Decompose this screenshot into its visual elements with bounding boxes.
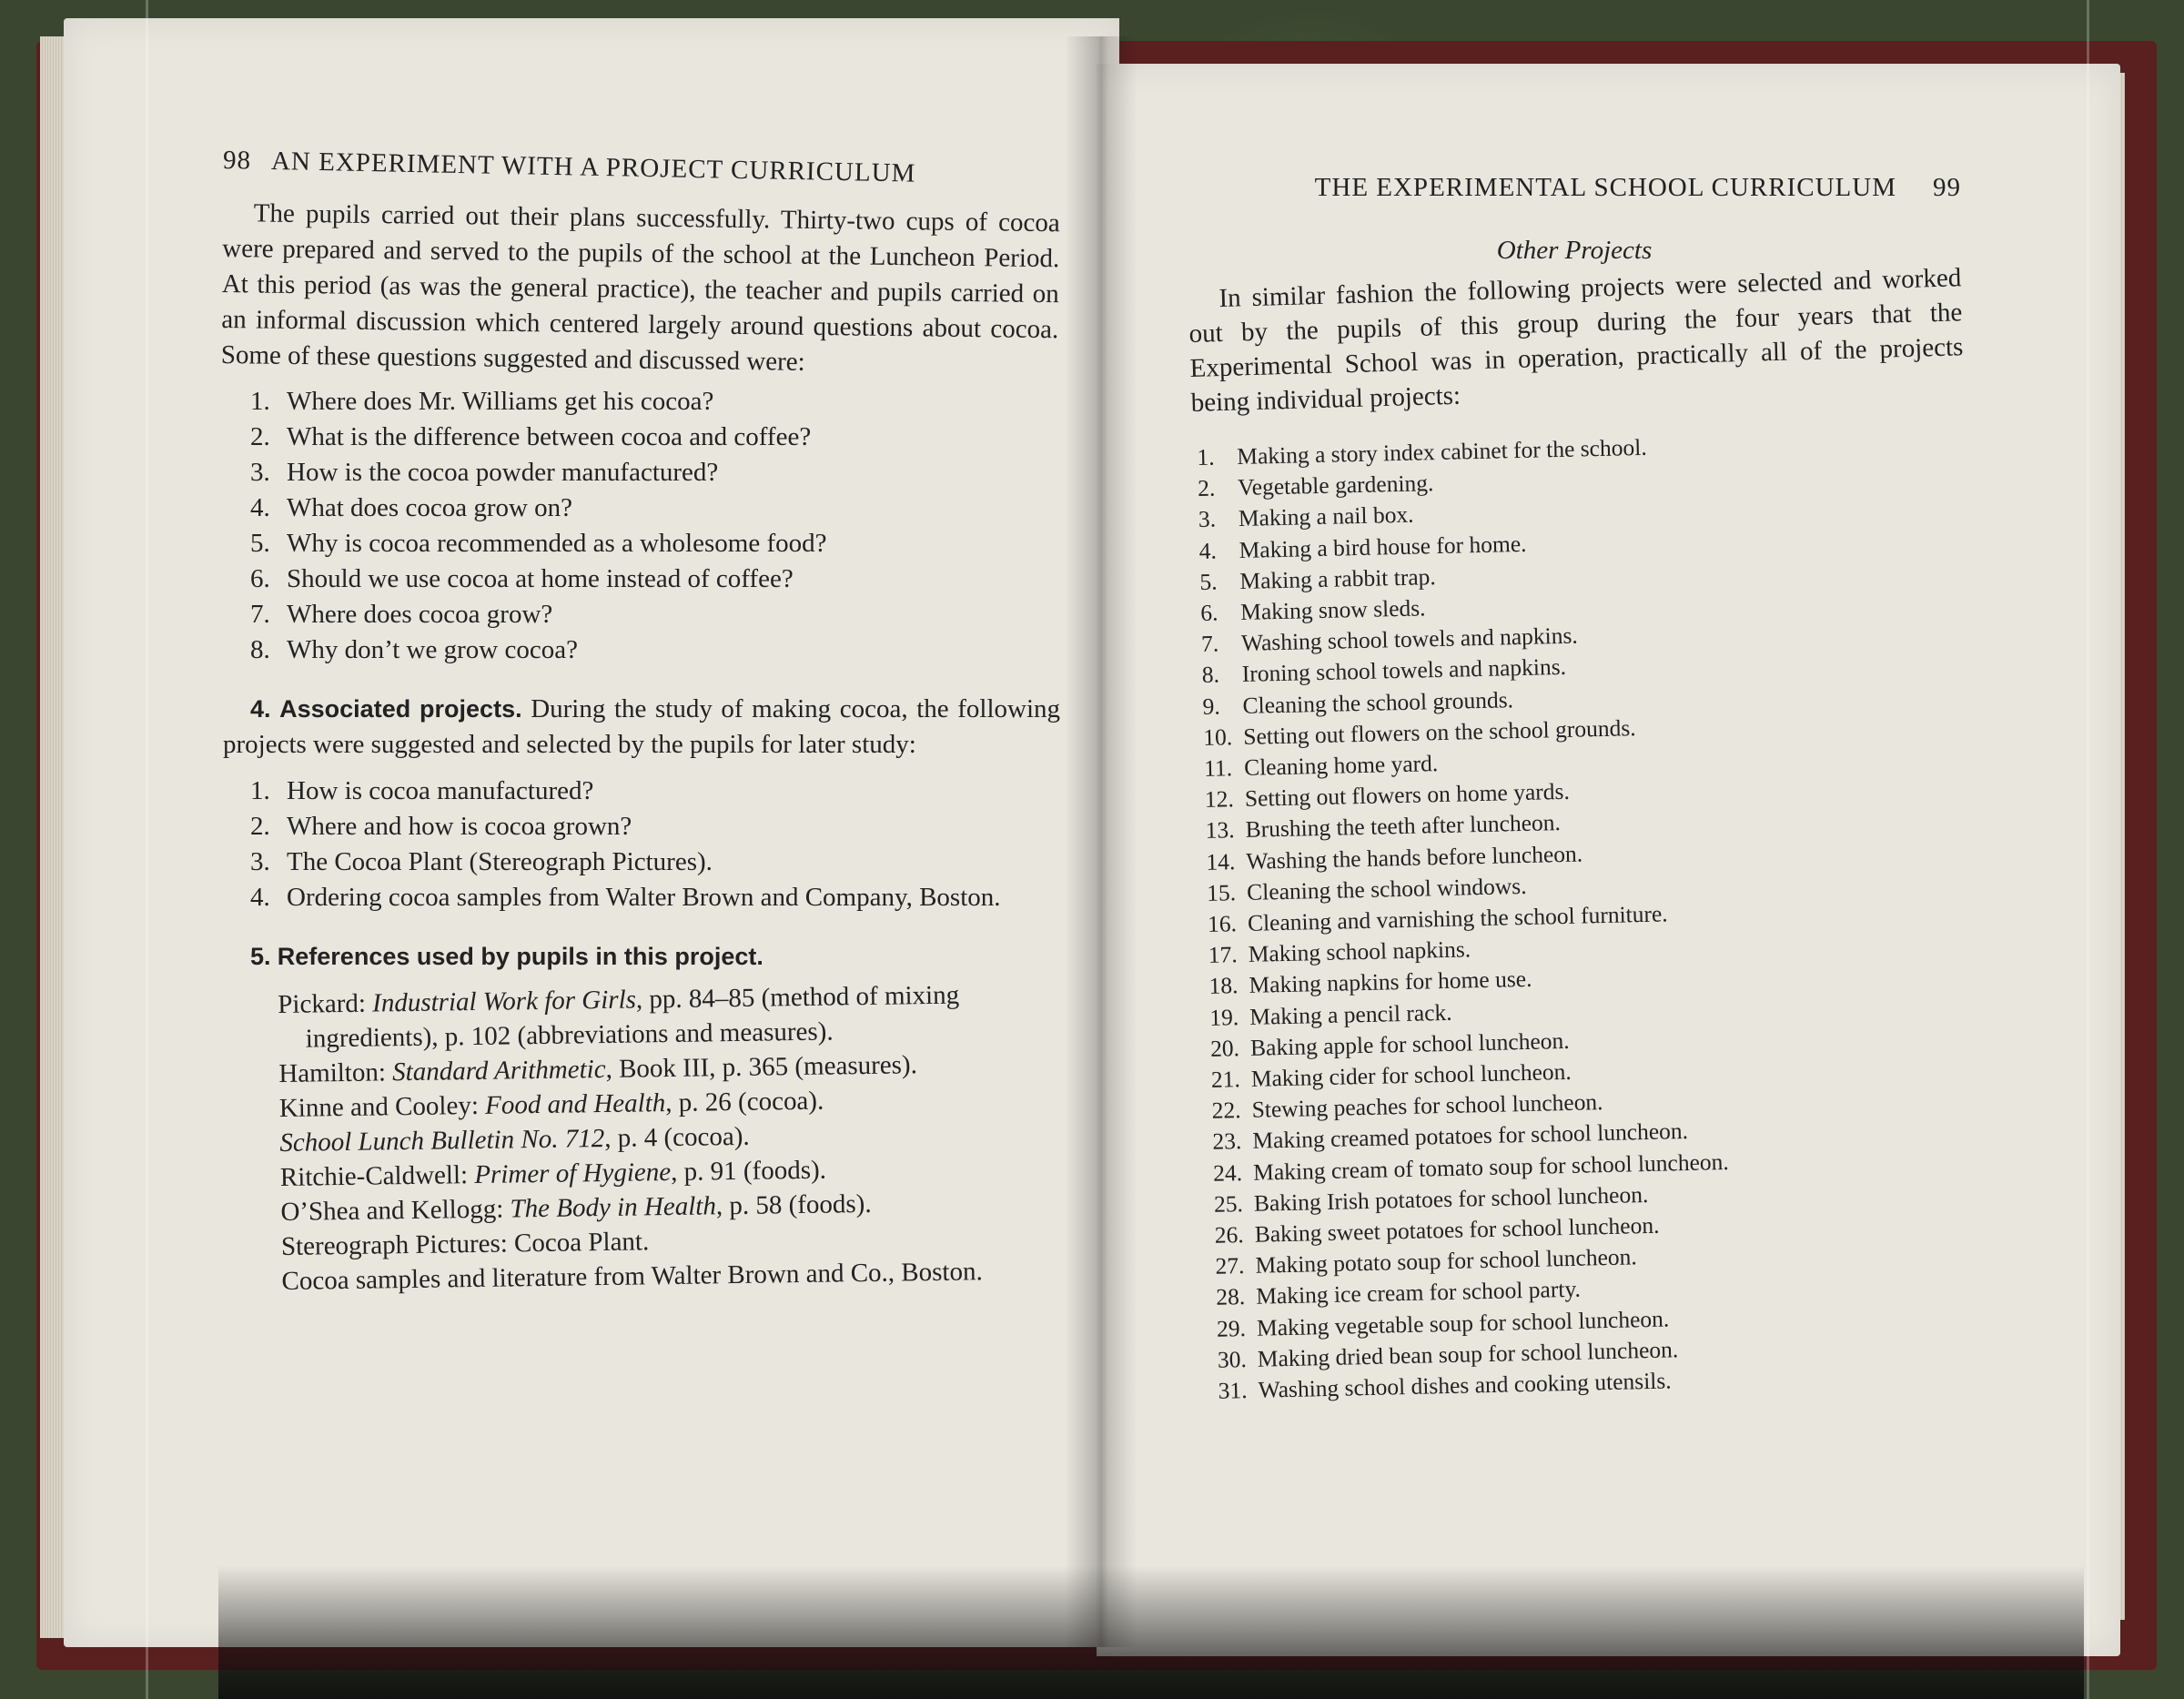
reference-rest: , p. 91 (foods). xyxy=(670,1155,827,1187)
question-item-number: 6. xyxy=(250,564,270,593)
section-4 xyxy=(223,692,1060,763)
project-item-text: Setting out flowers on the school grounds. xyxy=(1243,713,1636,750)
project-item-number: 1. xyxy=(1197,443,1215,470)
project-item-number: 24. xyxy=(1212,1158,1243,1187)
project-item-number: 14. xyxy=(1206,847,1236,875)
project-item-text: Making dried bean soup for school luncheon. xyxy=(1257,1336,1679,1372)
project-item-text: Cleaning home yard. xyxy=(1243,750,1439,781)
right-running-head xyxy=(1188,173,1961,203)
project-item-number: 23. xyxy=(1212,1128,1242,1156)
reference-title: Industrial Work for Girls xyxy=(371,985,637,1018)
associated-project-item xyxy=(250,844,1060,880)
reference-author: Hamilton: xyxy=(278,1057,393,1088)
reference-title: The Body in Health xyxy=(510,1191,717,1224)
question-item-number: 4. xyxy=(250,493,270,522)
project-item-text: Making a pencil rack. xyxy=(1249,998,1452,1030)
reference-title: Food and Health xyxy=(484,1088,666,1120)
question-item-text: Where does cocoa grow? xyxy=(287,600,553,629)
question-item xyxy=(250,632,1060,668)
project-item-text: Vegetable gardening. xyxy=(1237,470,1434,501)
question-item-number: 5. xyxy=(250,529,270,558)
reference-item xyxy=(278,976,1061,1057)
project-item-text: Making cream of tomato soup for school luncheon. xyxy=(1252,1148,1730,1186)
question-item-number: 8. xyxy=(250,635,270,664)
project-item-text: Baking apple for school luncheon. xyxy=(1249,1026,1570,1061)
project-item-text: Washing school dishes and cooking utensils. xyxy=(1258,1367,1672,1403)
project-item-text: Baking Irish potatoes for school luncheon. xyxy=(1253,1180,1649,1217)
questions-list xyxy=(250,384,1060,668)
project-item-text: Making a story index cabinet for the school. xyxy=(1237,433,1647,470)
reference-author: O’Shea and Kellogg: xyxy=(280,1194,511,1227)
project-item-number: 10. xyxy=(1203,723,1233,751)
section-5-heading: References used by pupils in this project. xyxy=(277,943,763,970)
question-item-number: 3. xyxy=(250,458,270,487)
question-item-text: What does cocoa grow on? xyxy=(287,493,573,522)
opening-paragraph: The pupils carried out their plans successfully. Thirty-two cups of cocoa were prepared and served to the pupils of the school at the Luncheon Period. At this period (as was the general practice), the teacher and pupils carried on an informal discussion which centered largely around questions about cocoa. Some of these questions suggested and discussed were: xyxy=(220,198,1060,377)
reference-author: Cocoa samples and literature from Walter Brown and Co., Boston. xyxy=(281,1257,983,1296)
project-item-text: Baking sweet potatoes for school luncheon. xyxy=(1254,1211,1660,1248)
question-item-text: How is the cocoa powder manufactured? xyxy=(287,458,719,487)
project-item-text: Making potato soup for school luncheon. xyxy=(1255,1243,1638,1279)
project-item-number: 29. xyxy=(1216,1314,1247,1342)
section-4-list xyxy=(250,774,1060,915)
project-item-number: 17. xyxy=(1208,941,1238,969)
reference-title: School Lunch Bulletin No. 712 xyxy=(279,1124,605,1158)
question-item-text: Why is cocoa recommended as a wholesome food? xyxy=(287,529,827,558)
project-item-text: Cleaning the school grounds. xyxy=(1242,685,1514,719)
section-4-heading: Associated projects. xyxy=(279,695,522,723)
associated-project-item-number: 1. xyxy=(250,776,270,805)
project-item-text: Making creamed potatoes for school luncheon. xyxy=(1252,1117,1689,1155)
project-item-number: 4. xyxy=(1198,537,1218,564)
project-item-number: 13. xyxy=(1205,816,1235,844)
book-gutter xyxy=(1065,36,1138,1647)
project-item-number: 27. xyxy=(1215,1252,1245,1280)
project-item-text: Making a rabbit trap. xyxy=(1239,562,1437,594)
other-projects-intro: In similar fashion the following projects were selected and worked out by the pupils of this group during the four years that the Experimental School was in operation, practically all of the projects being individual projects: xyxy=(1188,263,1964,418)
reference-author: Kinne and Cooley: xyxy=(278,1090,486,1123)
associated-project-item-number: 3. xyxy=(250,847,270,876)
reference-rest: , p. 26 (cocoa). xyxy=(665,1086,824,1118)
right-page-number: 99 xyxy=(1933,173,1961,202)
project-item-number: 26. xyxy=(1214,1221,1244,1249)
project-item-number: 7. xyxy=(1200,630,1219,658)
question-item xyxy=(250,597,1060,632)
question-item-text: What is the difference between cocoa and coffee? xyxy=(287,422,812,451)
question-item xyxy=(250,490,1060,526)
project-item-text: Washing school towels and napkins. xyxy=(1240,622,1579,657)
project-item-text: Making snow sleds. xyxy=(1239,594,1426,625)
reference-rest: , pp. 84–85 (method of mixing ingredients), p. 102 (abbreviations and measures). xyxy=(305,980,960,1054)
project-item-number: 6. xyxy=(1199,599,1218,626)
project-item-text: Making a nail box. xyxy=(1238,501,1414,532)
project-item-text: Ironing school towels and napkins. xyxy=(1241,653,1567,688)
reference-rest: , p. 58 (foods). xyxy=(715,1188,872,1221)
references-list xyxy=(278,976,1065,1299)
project-item-number: 18. xyxy=(1208,972,1239,1000)
project-item-number: 5. xyxy=(1199,568,1218,595)
question-item-text: Should we use cocoa at home instead of coffee? xyxy=(287,564,794,593)
associated-project-item xyxy=(250,809,1060,844)
project-item-number: 21. xyxy=(1210,1066,1241,1093)
reference-title: Standard Arithmetic xyxy=(391,1054,606,1087)
left-running-head xyxy=(223,146,1060,192)
question-item-number: 7. xyxy=(250,600,270,629)
project-item-text: Cleaning and varnishing the school furniture. xyxy=(1247,900,1668,936)
project-item-text: Making cider for school luncheon. xyxy=(1250,1057,1572,1092)
question-item-text: Why don’t we grow cocoa? xyxy=(287,635,578,664)
project-item-number: 8. xyxy=(1201,661,1220,689)
associated-project-item-text: The Cocoa Plant (Stereograph Pictures). xyxy=(287,847,713,876)
project-item-number: 30. xyxy=(1217,1345,1248,1373)
section-5-number: 5. xyxy=(250,943,271,970)
project-item-number: 16. xyxy=(1207,910,1238,937)
question-item xyxy=(250,561,1060,597)
associated-project-item-number: 4. xyxy=(250,883,270,912)
project-item-text: Stewing peaches for school luncheon. xyxy=(1251,1088,1603,1124)
project-item-number: 20. xyxy=(1209,1034,1240,1062)
project-item-text: Making vegetable soup for school luncheon. xyxy=(1256,1305,1670,1341)
project-item-number: 22. xyxy=(1211,1097,1241,1125)
project-item-number: 19. xyxy=(1209,1003,1239,1031)
project-item-text: Washing the hands before luncheon. xyxy=(1246,840,1583,875)
reference-rest: , Book III, p. 365 (measures). xyxy=(605,1050,918,1084)
question-item xyxy=(250,455,1060,490)
associated-project-item-text: Where and how is cocoa grown? xyxy=(287,812,632,841)
project-item-number: 11. xyxy=(1203,754,1233,782)
right-page-content xyxy=(1188,173,1964,1407)
associated-project-item-number: 2. xyxy=(250,812,270,841)
project-item-number: 9. xyxy=(1202,693,1221,720)
project-item-number: 2. xyxy=(1197,474,1216,502)
associated-project-item xyxy=(250,774,1060,809)
project-item-number: 12. xyxy=(1204,785,1235,814)
section-5-heading-row xyxy=(250,939,1060,975)
project-item-text: Making ice cream for school party. xyxy=(1255,1276,1582,1310)
reference-rest: , p. 4 (cocoa). xyxy=(603,1121,750,1153)
left-page-content xyxy=(220,146,1061,1299)
reference-author: Ritchie-Caldwell: xyxy=(279,1160,475,1192)
project-item-text: Making a bird house for home. xyxy=(1239,530,1527,563)
other-projects-title: Other Projects xyxy=(1496,236,1653,265)
project-item-text: Cleaning the school windows. xyxy=(1246,872,1527,905)
associated-project-item-text: Ordering cocoa samples from Walter Brown and Company, Boston. xyxy=(287,883,1001,912)
right-running-title: THE EXPERIMENTAL SCHOOL CURRICULUM xyxy=(1314,173,1896,202)
project-item-text: Setting out flowers on home yards. xyxy=(1244,778,1571,813)
project-item-number: 3. xyxy=(1198,505,1217,533)
question-item-number: 1. xyxy=(250,387,270,416)
section-4-number: 4. xyxy=(250,695,271,723)
project-item-text: Brushing the teeth after luncheon. xyxy=(1245,809,1562,844)
project-item-number: 31. xyxy=(1218,1377,1248,1404)
section-4-text: During the study of making cocoa, the following projects were suggested and selected by the pupils for later study: xyxy=(223,694,1061,759)
reference-author: Pickard: xyxy=(278,988,373,1019)
left-page-number: 98 xyxy=(222,146,252,176)
question-item xyxy=(250,420,1060,455)
project-item-number: 28. xyxy=(1215,1283,1246,1311)
question-item-text: Where does Mr. Williams get his cocoa? xyxy=(287,387,714,416)
project-item-text: Making school napkins. xyxy=(1248,935,1471,968)
project-item-number: 15. xyxy=(1206,878,1237,906)
reference-title: Primer of Hygiene xyxy=(474,1157,672,1189)
associated-project-item-text: How is cocoa manufactured? xyxy=(287,776,594,805)
question-item xyxy=(250,384,1060,420)
left-running-title: AN EXPERIMENT WITH A PROJECT CURRICULUM xyxy=(270,147,916,188)
project-item-text: Making napkins for home use. xyxy=(1249,966,1532,999)
reference-author: Stereograph Pictures: Cocoa Plant. xyxy=(280,1227,650,1261)
project-item-number: 25. xyxy=(1213,1189,1244,1218)
projects-list xyxy=(1197,425,1983,1407)
question-item-number: 2. xyxy=(250,422,270,451)
question-item xyxy=(250,526,1060,561)
bottom-shadow xyxy=(218,1565,2084,1699)
associated-project-item xyxy=(250,880,1060,915)
